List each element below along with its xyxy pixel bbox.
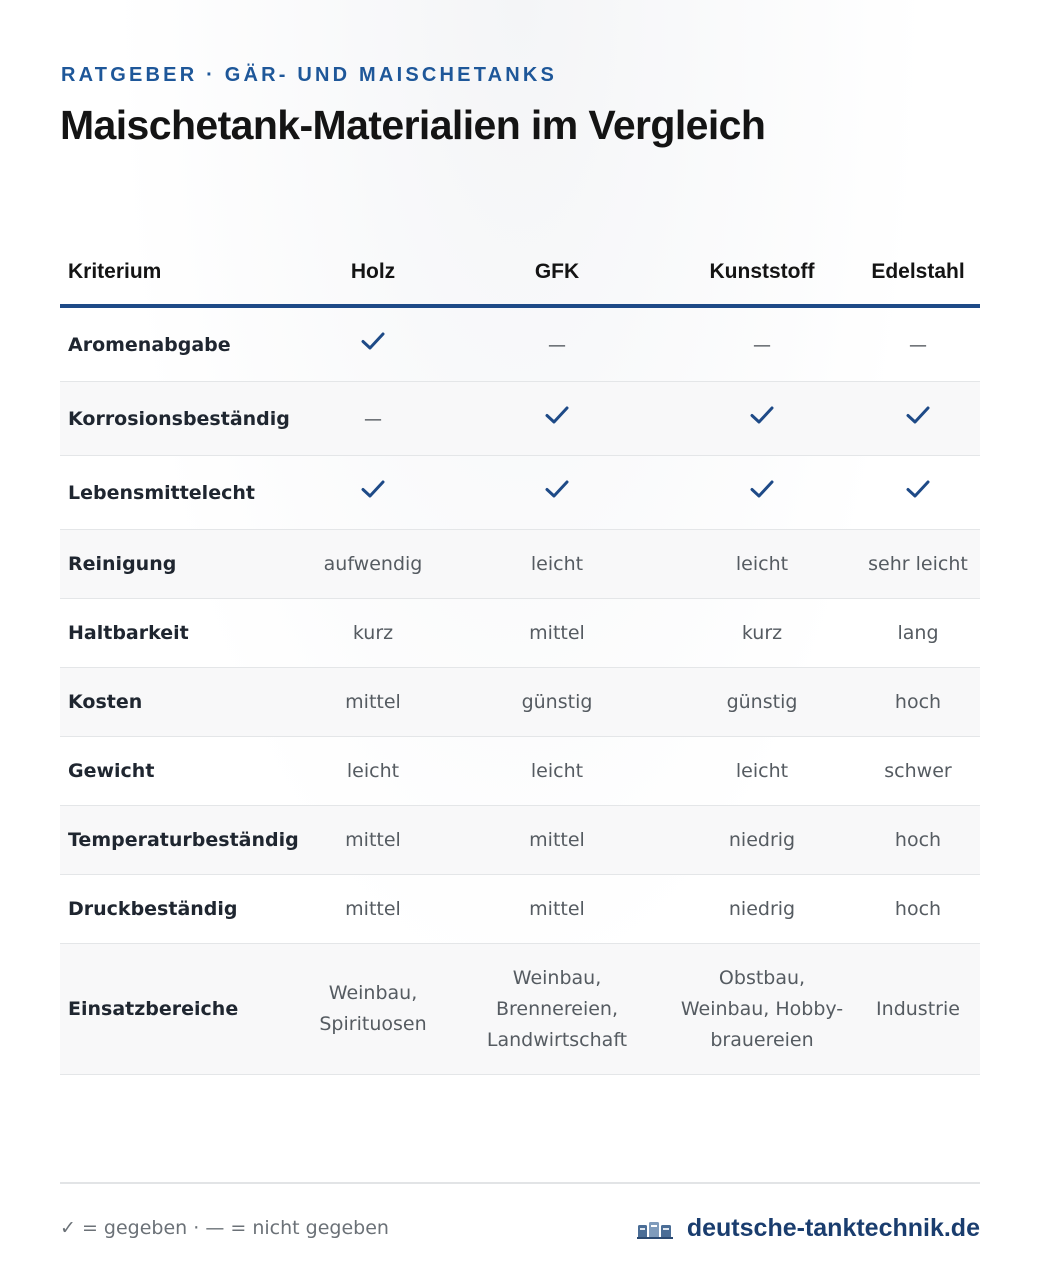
table-cell [300, 382, 446, 456]
table-cell [446, 944, 668, 1075]
cell-line: Spirituosen [319, 1013, 427, 1035]
cell-line: Landwirtschaft [486, 1028, 628, 1051]
table-cell: günstig [668, 668, 856, 737]
check-icon [905, 404, 931, 426]
table-cell [300, 306, 446, 382]
dash-mark: — [909, 334, 927, 356]
column-header: Holz [300, 240, 446, 306]
brand [637, 1214, 980, 1243]
table-cell: lang [856, 599, 980, 668]
table-header-row [60, 240, 980, 306]
cell-line: Brennereien, [495, 997, 619, 1020]
table-cell [668, 944, 856, 1075]
table-cell [446, 306, 668, 382]
table-cell: leicht [446, 530, 668, 599]
row-label: Temperaturbeständig [60, 806, 300, 875]
table-cell: mittel [446, 599, 668, 668]
row-label: Korrosionsbeständig [60, 382, 300, 456]
check-icon [749, 478, 775, 500]
check-icon [360, 330, 386, 352]
table-cell [856, 456, 980, 530]
kicker: RATGEBER · GÄR- UND MAISCHETANKS [61, 64, 558, 86]
footer-divider [60, 1182, 980, 1184]
table-row [60, 737, 980, 806]
table-row [60, 806, 980, 875]
table-row [60, 599, 980, 668]
table-cell: hoch [856, 806, 980, 875]
table-cell: leicht [668, 737, 856, 806]
table-cell: aufwendig [300, 530, 446, 599]
check-icon [544, 478, 570, 500]
table-row [60, 382, 980, 456]
table-cell: mittel [300, 668, 446, 737]
table-row [60, 456, 980, 530]
cell-line: brauereien [710, 1028, 814, 1051]
table-cell: leicht [300, 737, 446, 806]
table-cell [446, 456, 668, 530]
table-cell [668, 456, 856, 530]
table-cell: hoch [856, 875, 980, 944]
column-header: Kunststoff [668, 240, 856, 306]
dash-mark: — [548, 334, 566, 356]
table-cell: schwer [856, 737, 980, 806]
row-label: Lebensmittelecht [60, 456, 300, 530]
table-cell: kurz [300, 599, 446, 668]
table-cell: mittel [446, 875, 668, 944]
table-row [60, 530, 980, 599]
check-icon [360, 478, 386, 500]
brand-name: deutsche-tanktechnik.de [686, 1214, 980, 1242]
table-cell [668, 306, 856, 382]
table-cell [446, 382, 668, 456]
comparison-table [60, 240, 980, 1075]
cell-line: Industrie [876, 997, 960, 1020]
column-header: GFK [446, 240, 668, 306]
cell-line: Weinbau, [328, 982, 418, 1004]
row-label: Aromenabgabe [60, 306, 300, 382]
row-label: Reinigung [60, 530, 300, 599]
table-row [60, 875, 980, 944]
table-cell: leicht [446, 737, 668, 806]
table-cell: leicht [668, 530, 856, 599]
table-row [60, 668, 980, 737]
table-cell [856, 306, 980, 382]
table-cell: günstig [446, 668, 668, 737]
check-icon [749, 404, 775, 426]
row-label: Druckbeständig [60, 875, 300, 944]
table-cell [856, 944, 980, 1075]
table-cell: sehr leicht [856, 530, 980, 599]
cell-line: Weinbau, [512, 966, 602, 989]
table-row [60, 944, 980, 1075]
table-cell [300, 456, 446, 530]
check-icon [905, 478, 931, 500]
table-row [60, 306, 980, 382]
row-label: Kosten [60, 668, 300, 737]
table-cell [856, 382, 980, 456]
legend: ✓ = gegeben · — = nicht gegeben [60, 1217, 389, 1239]
table-cell: kurz [668, 599, 856, 668]
column-header: Edelstahl [856, 240, 980, 306]
table-cell [668, 382, 856, 456]
table-cell: mittel [300, 806, 446, 875]
table-cell: mittel [300, 875, 446, 944]
cell-line: Weinbau, Hobby- [680, 997, 844, 1020]
row-label: Einsatzbereiche [60, 944, 300, 1075]
tank-logo-icon [637, 1218, 673, 1240]
table-cell: niedrig [668, 875, 856, 944]
row-label: Gewicht [60, 737, 300, 806]
table-cell: mittel [446, 806, 668, 875]
table-cell [300, 944, 446, 1075]
page-title: Maischetank-Materialien im Vergleich [60, 102, 766, 148]
column-header: Kriterium [60, 240, 300, 306]
dash-mark: — [753, 334, 771, 356]
table-cell: niedrig [668, 806, 856, 875]
table-cell: hoch [856, 668, 980, 737]
cell-line: Obstbau, [718, 966, 806, 989]
row-label: Haltbarkeit [60, 599, 300, 668]
table-body [60, 306, 980, 1075]
check-icon [544, 404, 570, 426]
dash-mark: — [364, 408, 382, 430]
